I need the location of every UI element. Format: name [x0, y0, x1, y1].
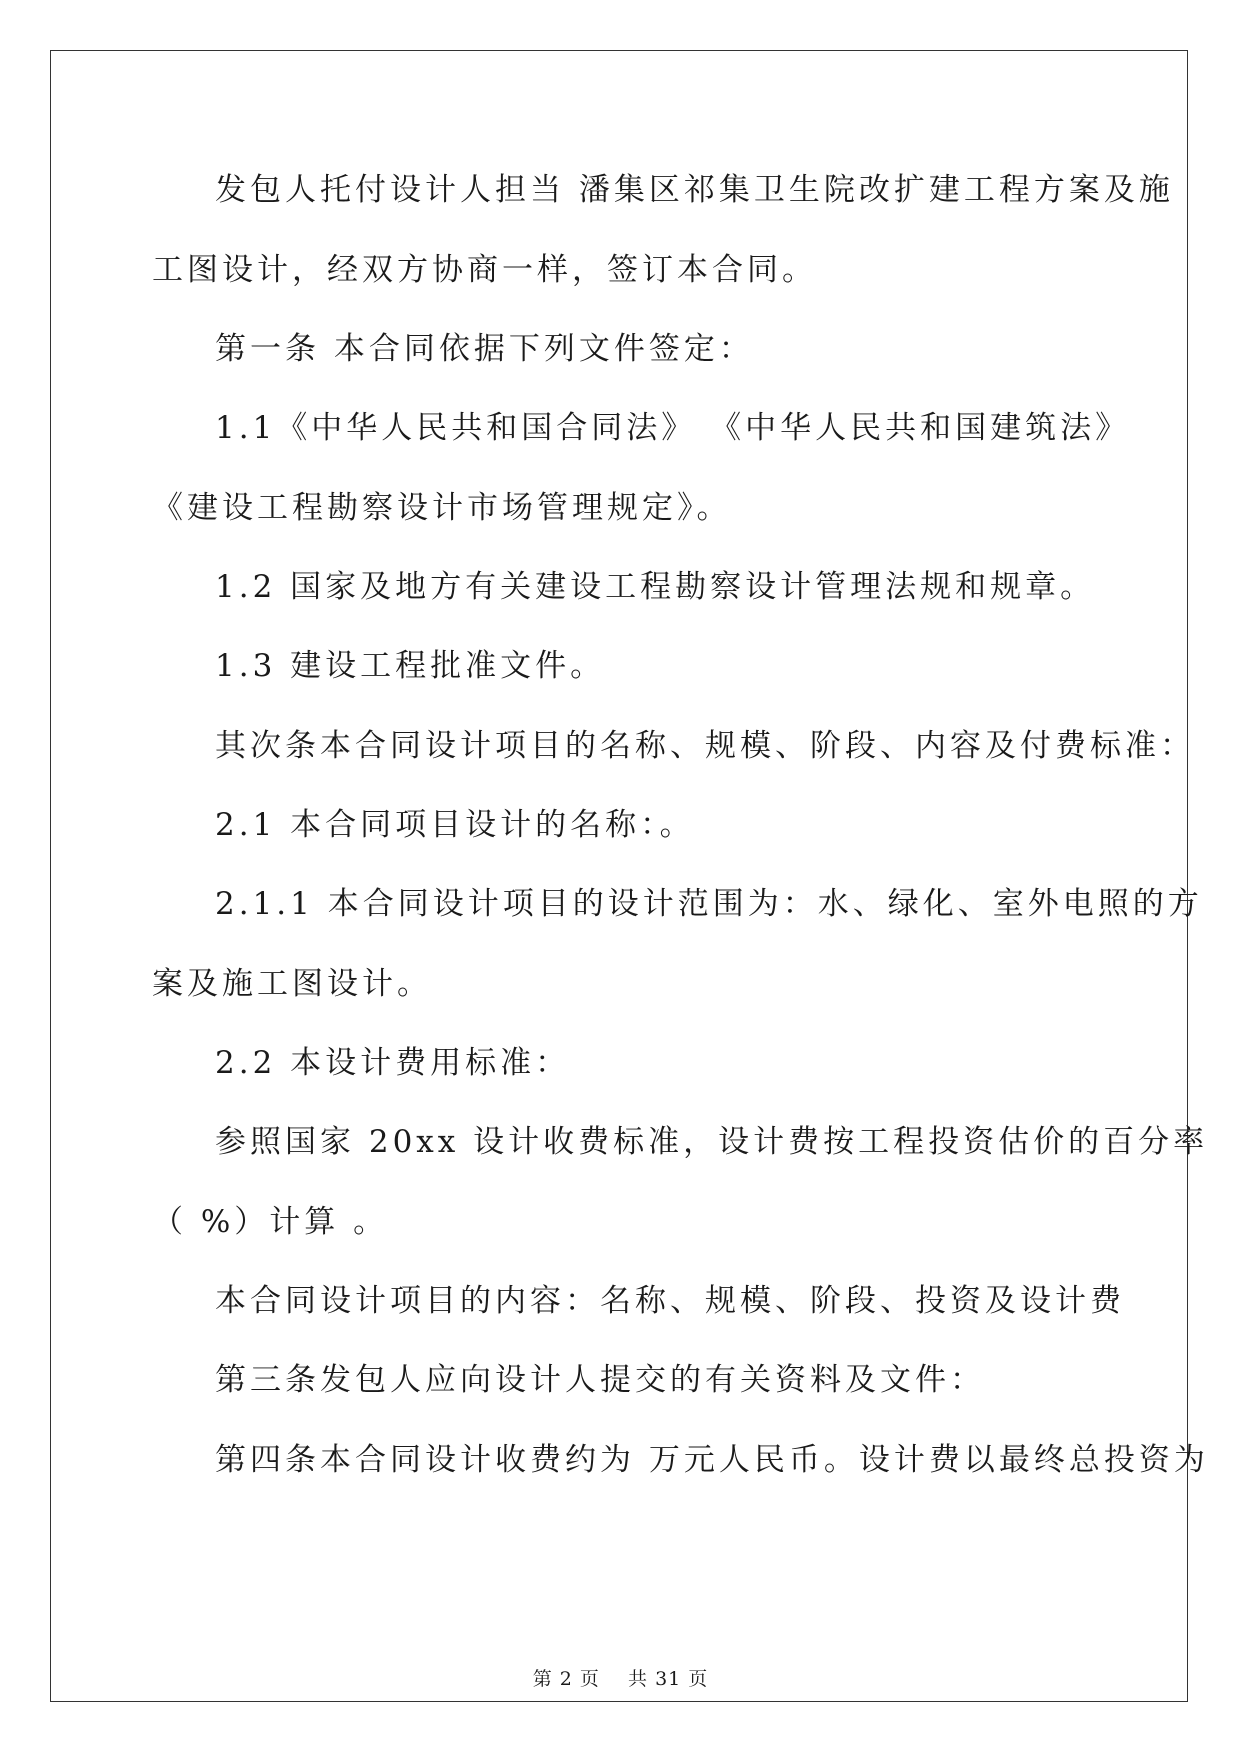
body-line-6: 1.2 国家及地方有关建设工程勘察设计管理法规和规章。: [215, 569, 1096, 605]
body-line-4: 1.1《中华人民共和国合同法》 《中华人民共和国建筑法》: [215, 410, 1131, 446]
body-line-9: 2.1 本合同项目设计的名称：。: [215, 807, 695, 843]
body-line-15: 本合同设计项目的内容：名称、规模、阶段、投资及设计费: [215, 1283, 1125, 1319]
body-line-13: 参照国家 20xx 设计收费标准，设计费按工程投资估价的百分率: [215, 1124, 1209, 1160]
body-line-16: 第三条发包人应向设计人提交的有关资料及文件：: [215, 1362, 985, 1398]
body-line-17: 第四条本合同设计收费约为 万元人民币。设计费以最终总投资为: [215, 1442, 1209, 1478]
body-line-8: 其次条本合同设计项目的名称、规模、阶段、内容及付费标准：: [215, 728, 1195, 764]
body-line-12: 2.2 本设计费用标准：: [215, 1045, 571, 1081]
body-line-3: 第一条 本合同依据下列文件签定：: [215, 331, 754, 367]
body-line-14: （ %）计算 。: [152, 1204, 389, 1240]
body-line-5: 《建设工程勘察设计市场管理规定》。: [152, 490, 732, 526]
body-line-7: 1.3 建设工程批准文件。: [215, 648, 606, 684]
body-line-1: 发包人托付设计人担当 潘集区祁集卫生院改扩建工程方案及施: [215, 172, 1174, 208]
body-line-10: 2.1.1 本合同设计项目的设计范围为：水、绿化、室外电照的方: [215, 886, 1203, 922]
body-line-2: 工图设计，经双方协商一样，签订本合同。: [152, 252, 817, 288]
page-number-footer: 第 2 页 共 31 页: [532, 1668, 709, 1690]
body-line-11: 案及施工图设计。: [152, 966, 432, 1002]
